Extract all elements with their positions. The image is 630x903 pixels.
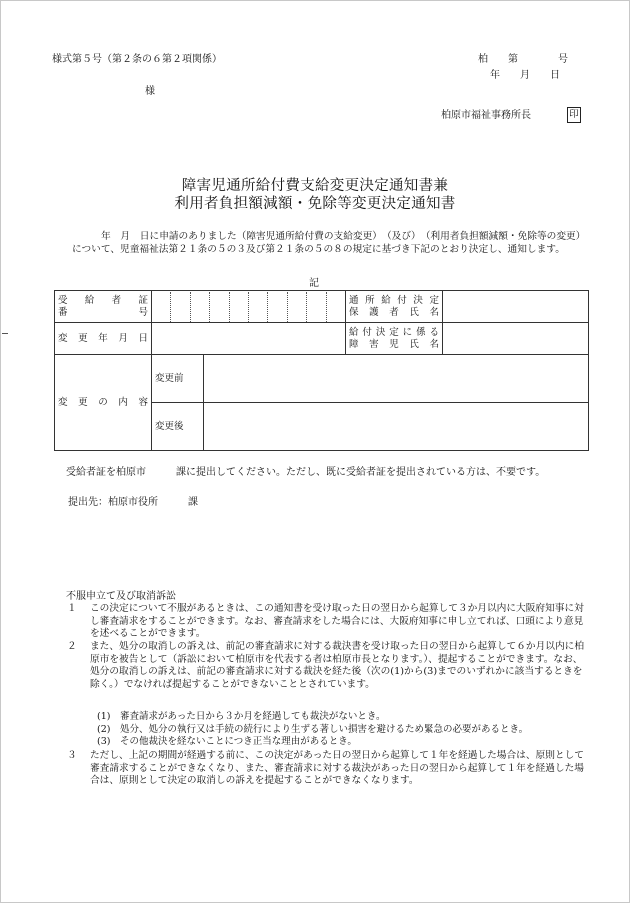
- appeal-subitem-1: (1) 審査請求があった日から３か月を経過しても裁決がないとき。: [97, 711, 386, 722]
- appeal-item-3-text: ただし、上記の期間が経過する前に、この決定があった日の翌日から起算して１年を経過した場合は、原則として審査請求することができなくなり、また、審査請求に対する裁決があった日の翌日から起算して１年を経過した場合は、原則として決定の取消しの訴えを提起することができなくなります。: [90, 750, 584, 787]
- document-title-line-2: 利用者負担額減額・免除等変更決定通知書: [174, 196, 456, 212]
- seal-mark: 印: [567, 107, 581, 123]
- guardian-name-label: 通所給付決定 保護者氏名: [346, 291, 443, 323]
- appeal-item-1-text: この決定について不服があるときは、この通知書を受け取った日の翌日から起算して３か月以内に大阪府知事に対し審査請求をすることができます。なお、審査請求をした場合には、大阪府知事に申し立てれば、口頭により意見を述べることができます。: [90, 603, 584, 640]
- appeal-subitem-2: (2) 処分、処分の執行又は手続の続行により生ずる著しい損害を避けるため緊急の必要があるとき。: [97, 724, 529, 735]
- before-change-label: 変更前: [152, 355, 204, 403]
- appeal-item-2-text: また、処分の取消しの訴えは、前記の審査請求に対する裁決書を受け取った日の翌日から起算して６か月以内に柏原市を被告として（訴訟において柏原市を代表する者は柏原市長となります。）、提起することができます。なお、処分の取消しの訴えは、前記の審査請求に対する裁決を経た後（次の(1)から(3)までのいずれかに該当するときを除く。）でなければ提起することができないこととされています。: [90, 641, 585, 690]
- before-change-value: [204, 355, 589, 403]
- issue-date-label: 年 月 日: [490, 70, 560, 81]
- appeal-subitem-3: (3) その他裁決を経ないことにつき正当な理由があるとき。: [97, 736, 357, 747]
- document-number-label: 柏 第 号: [478, 54, 568, 65]
- recipient-cert-number-label: 受 給 者 証 番 号: [55, 291, 152, 323]
- after-change-value: [204, 403, 589, 451]
- submission-instruction: 受給者証を柏原市 課に提出してください。ただし、既に受給者証を提出されている方は、不要です。: [66, 467, 546, 478]
- issuer-name: 柏原市福祉事務所長: [441, 110, 531, 121]
- ki-heading: 記: [309, 278, 319, 289]
- form-number: 様式第５号（第２条の６第２項関係）: [52, 54, 222, 65]
- notice-table: [54, 290, 589, 451]
- change-date-value: [152, 323, 346, 355]
- guardian-name-value: [443, 291, 589, 323]
- recipient-honorific: 様: [145, 86, 155, 97]
- child-name-value: [443, 323, 589, 355]
- recipient-cert-number-cells: [152, 291, 346, 323]
- intro-indent: 年 月 日に: [72, 231, 160, 242]
- submission-destination: 提出先：柏原市役所 課: [68, 497, 198, 508]
- appeal-item-3-number: ３: [67, 750, 77, 761]
- after-change-label: 変更後: [152, 403, 204, 451]
- change-content-label: 変更の内容: [55, 355, 152, 451]
- appeal-item-2-number: ２: [67, 641, 77, 652]
- change-date-label: 変更年月日: [55, 323, 152, 355]
- child-name-label: 給付決定に係る 障害児氏名: [346, 323, 443, 355]
- margin-mark: [2, 333, 8, 334]
- intro-text: 申請のありました（障害児通所給付費の支給変更） （及び） （利用者負担額減額・免除等の変更）について、児童福祉法第２１条の５の３及び第２１条の５の８の規定に基づき下記のとおり決定し、通知します。: [72, 231, 586, 255]
- appeal-item-1-number: １: [67, 603, 77, 614]
- intro-paragraph: [72, 231, 588, 256]
- document-title-line-1: 障害児通所給付費支給変更決定通知書兼: [181, 178, 449, 194]
- appeal-section-heading: 不服申立て及び取消訴訟: [66, 591, 176, 602]
